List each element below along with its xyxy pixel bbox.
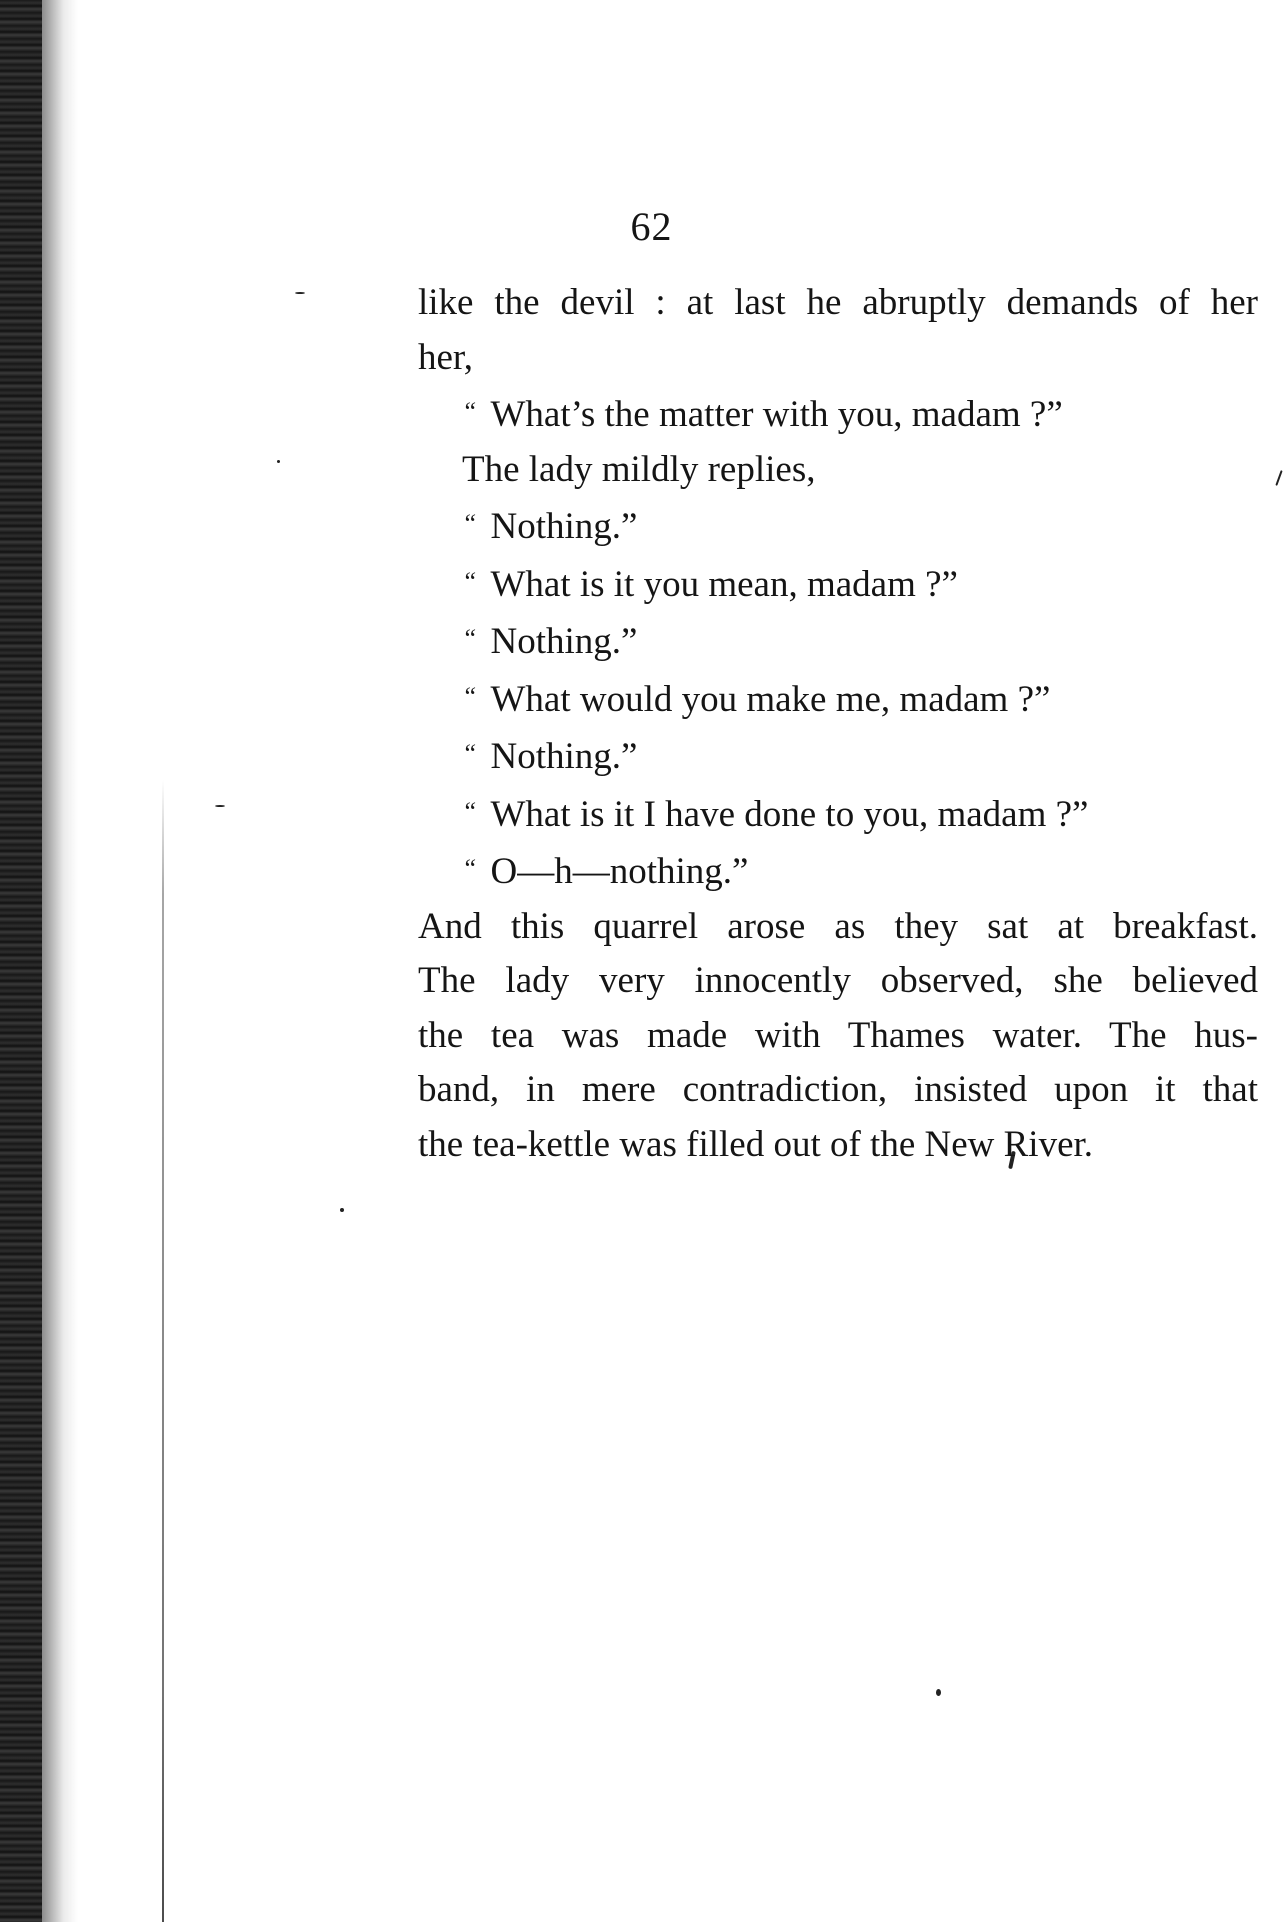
dialogue-text: What’s the matter with you, madam ?” — [490, 394, 1063, 435]
dialogue-line — [418, 497, 1258, 555]
binding-shadow — [42, 0, 78, 1922]
ink-speck — [1275, 470, 1282, 486]
text-line: The lady very innocently observed, she believed — [418, 960, 1258, 1001]
open-quote: “ — [462, 397, 477, 426]
book-binding-edge — [0, 0, 42, 1922]
text-line: like the devil : at last he abruptly demands of her — [418, 282, 1258, 323]
open-quote: “ — [462, 739, 477, 768]
dialogue-text: O—h—nothing.” — [490, 851, 749, 892]
dialogue-text: What would you make me, madam ?” — [490, 678, 1051, 720]
dialogue-line — [418, 842, 1258, 900]
text-line: band, in mere contradiction, insisted upon it that — [418, 1069, 1258, 1110]
text-line: And this quarrel arose as they sat at breakfast. — [418, 905, 1258, 947]
ink-speck — [277, 460, 280, 463]
dialogue-text: Nothing.” — [490, 736, 638, 777]
ink-speck — [340, 1208, 344, 1212]
open-quote: “ — [462, 509, 477, 538]
text-line: the tea was made with Thames water. The hus- — [418, 1014, 1258, 1056]
dialogue-text: Nothing.” — [490, 506, 638, 547]
body-text — [418, 276, 1258, 1172]
gutter-line — [162, 780, 164, 1922]
open-quote: “ — [462, 681, 477, 711]
ink-speck — [936, 1689, 941, 1696]
dialogue-line — [418, 555, 1258, 613]
page-number: 62 — [630, 204, 673, 249]
dialogue-line — [418, 727, 1258, 785]
dialogue-text: What is it you mean, madam ?” — [490, 563, 958, 605]
dialogue-line — [418, 670, 1258, 728]
ink-speck — [215, 805, 225, 807]
ink-speck — [295, 292, 305, 294]
open-quote: “ — [462, 854, 477, 883]
open-quote: “ — [462, 566, 477, 596]
open-quote: “ — [462, 624, 477, 653]
dialogue-line — [418, 612, 1258, 670]
dialogue-text: Nothing.” — [490, 621, 638, 662]
dialogue-line — [418, 385, 1258, 443]
text-line: the tea-kettle was filled out of the New River. — [418, 1123, 1094, 1165]
dialogue-text: What is it I have done to you, madam ?” — [490, 793, 1089, 835]
open-quote: “ — [462, 796, 477, 826]
dialogue-line — [418, 785, 1258, 843]
text-line: The lady mildly replies, — [462, 448, 816, 490]
text-line: her, — [418, 336, 474, 378]
